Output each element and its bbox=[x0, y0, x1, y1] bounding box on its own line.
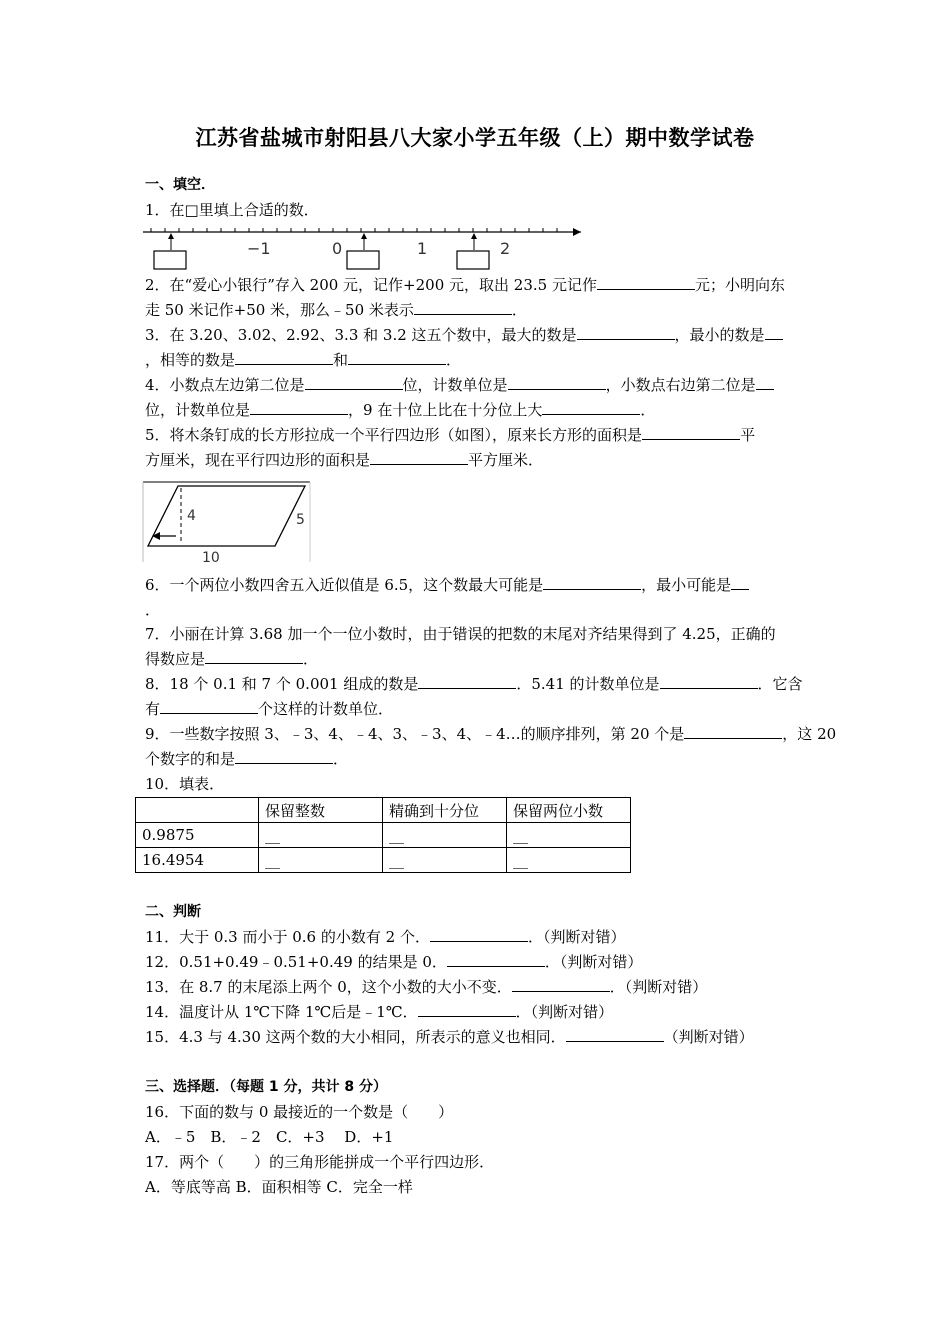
table-row bbox=[136, 823, 631, 848]
answer-blank[interactable] bbox=[542, 399, 640, 415]
parallelogram-side-label: 5 bbox=[296, 512, 305, 528]
table-header-cell bbox=[136, 798, 259, 823]
question-7-line-1: 7．小丽在计算 3.68 加一个一位小数时，由于错误的把数的末尾对齐结果得到了 4.25，正确的 bbox=[145, 625, 776, 643]
number-line-figure bbox=[143, 224, 585, 272]
table-header-cell: 保留整数 bbox=[259, 798, 383, 823]
question-11: 11．大于 0.3 而小于 0.6 的小数有 2 个． ．（判断对错） bbox=[145, 928, 626, 946]
question-4-line-2: 位，计数单位是 ，9 在十位上比在十分位上大 ． bbox=[145, 401, 656, 419]
question-16: 16．下面的数与 0 最接近的一个数是（ ） bbox=[145, 1103, 454, 1121]
question-2-line-1: 2．在“爱心小银行”存入 200 元，记作+200 元，取出 23.5 元记作 元；小明向东 bbox=[145, 276, 785, 294]
answer-blank[interactable] bbox=[765, 324, 783, 340]
parallelogram-base-label: 10 bbox=[202, 550, 220, 564]
table-header-row bbox=[136, 798, 631, 823]
question-8-line-2: 有 个这样的计数单位． bbox=[145, 700, 394, 718]
number-line-label: 2 bbox=[500, 239, 511, 258]
question-5-line-1: 5．将木条钉成的长方形拉成一个平行四边形（如图），原来长方形的面积是 平 bbox=[145, 426, 756, 444]
question-14: 14．温度计从 1℃下降 1℃后是﹣1℃． ．（判断对错） bbox=[145, 1003, 614, 1021]
section-heading-fill: 一、填空． bbox=[145, 177, 215, 193]
answer-blank[interactable] bbox=[235, 349, 333, 365]
answer-blank[interactable] bbox=[597, 274, 695, 290]
answer-blank[interactable] bbox=[512, 976, 610, 992]
number-line-label: −1 bbox=[247, 239, 271, 258]
answer-blank[interactable] bbox=[566, 1026, 664, 1042]
question-16-options: A．﹣5 B．﹣2 C．+3 D．+1 bbox=[145, 1128, 394, 1146]
answer-blank[interactable] bbox=[731, 574, 749, 590]
answer-blank[interactable] bbox=[418, 1001, 516, 1017]
question-5-line-2: 方厘米，现在平行四边形的面积是 平方厘米． bbox=[145, 451, 544, 469]
answer-blank[interactable] bbox=[348, 349, 446, 365]
answer-blank[interactable] bbox=[205, 648, 303, 664]
table-header-cell: 保留两位小数 bbox=[507, 798, 631, 823]
question-12: 12．0.51+0.49﹣0.51+0.49 的结果是 0． ．（判断对错） bbox=[145, 953, 643, 971]
answer-blank[interactable] bbox=[250, 399, 348, 415]
answer-blank[interactable] bbox=[660, 673, 758, 689]
table-cell: 16.4954 bbox=[136, 848, 259, 873]
number-line-label: 0 bbox=[332, 239, 343, 258]
answer-blank[interactable] bbox=[447, 951, 545, 967]
question-4-line-1: 4．小数点左边第二位是 位，计数单位是 ，小数点右边第二位是 bbox=[145, 374, 774, 396]
question-13: 13．在 8.7 的末尾添上两个 0，这个小数的大小不变． ．（判断对错） bbox=[145, 978, 708, 996]
answer-blank[interactable] bbox=[430, 926, 528, 942]
number-line-box-3 bbox=[457, 233, 489, 269]
answer-blank[interactable] bbox=[756, 374, 774, 390]
exam-title: 江苏省盐城市射阳县八大家小学五年级（上）期中数学试卷 bbox=[195, 126, 755, 150]
question-10: 10．填表． bbox=[145, 775, 225, 793]
question-9-line-1: 9．一些数字按照 3、﹣3、4、﹣4、3、﹣3、4、﹣4…的顺序排列，第 20 个是 ，这 20 bbox=[145, 725, 837, 743]
section-heading-judge: 二、判断 bbox=[145, 904, 201, 920]
answer-blank[interactable] bbox=[577, 324, 675, 340]
answer-blank[interactable] bbox=[508, 374, 606, 390]
number-line-box-2 bbox=[347, 233, 379, 269]
question-3-line-1: 3．在 3.20、3.02、2.92、3.3 和 3.2 这五个数中，最大的数是 ，最小的数是 bbox=[145, 324, 783, 346]
answer-blank[interactable] bbox=[414, 299, 512, 315]
question-8-line-1: 8．18 个 0.1 和 7 个 0.001 组成的数是 ．5.41 的计数单位是 ．它含 bbox=[145, 675, 803, 693]
answer-blank[interactable] bbox=[235, 748, 333, 764]
parallelogram-height-label: 4 bbox=[187, 508, 196, 524]
question-15: 15．4.3 与 4.30 这两个数的大小相同，所表示的意义也相同． （判断对错） bbox=[145, 1028, 754, 1046]
answer-blank[interactable] bbox=[543, 574, 641, 590]
section-heading-choice: 三、选择题．（每题 1 分，共计 8 分） bbox=[145, 1079, 387, 1095]
question-6-line-1: 6．一个两位小数四舍五入近似值是 6.5，这个数最大可能是 ，最小可能是 bbox=[145, 574, 749, 596]
table-answer-cell[interactable]: __ bbox=[507, 848, 631, 873]
table-answer-cell[interactable]: __ bbox=[383, 848, 507, 873]
answer-blank[interactable] bbox=[305, 374, 403, 390]
table-cell: 0.9875 bbox=[136, 823, 259, 848]
table-row bbox=[136, 848, 631, 873]
table-header-cell: 精确到十分位 bbox=[383, 798, 507, 823]
parallelogram-figure bbox=[142, 480, 312, 564]
number-line-box-1 bbox=[154, 233, 186, 269]
number-line-label: 1 bbox=[417, 239, 428, 258]
question-9-line-2: 个数字的和是 ． bbox=[145, 750, 349, 768]
table-answer-cell[interactable]: __ bbox=[259, 848, 383, 873]
answer-blank[interactable] bbox=[418, 673, 516, 689]
question-17: 17．两个（ ）的三角形能拼成一个平行四边形． bbox=[145, 1153, 495, 1171]
question-2-line-2: 走 50 米记作+50 米，那么﹣50 米表示 ． bbox=[145, 301, 527, 319]
answer-blank[interactable] bbox=[684, 723, 782, 739]
question-7-line-2: 得数应是 ． bbox=[145, 650, 319, 668]
table-answer-cell[interactable]: __ bbox=[383, 823, 507, 848]
answer-blank[interactable] bbox=[160, 698, 258, 714]
answer-blank[interactable] bbox=[370, 449, 468, 465]
question-3-line-2: ，相等的数是 和 ． bbox=[145, 351, 462, 369]
table-answer-cell[interactable]: __ bbox=[507, 823, 631, 848]
table-answer-cell[interactable]: __ bbox=[259, 823, 383, 848]
fill-table bbox=[135, 797, 631, 873]
question-17-options: A．等底等高 B．面积相等 C．完全一样 bbox=[145, 1178, 413, 1196]
question-1: 1．在□里填上合适的数． bbox=[145, 201, 319, 219]
question-6-line-2: ． bbox=[145, 601, 161, 619]
answer-blank[interactable] bbox=[642, 424, 740, 440]
